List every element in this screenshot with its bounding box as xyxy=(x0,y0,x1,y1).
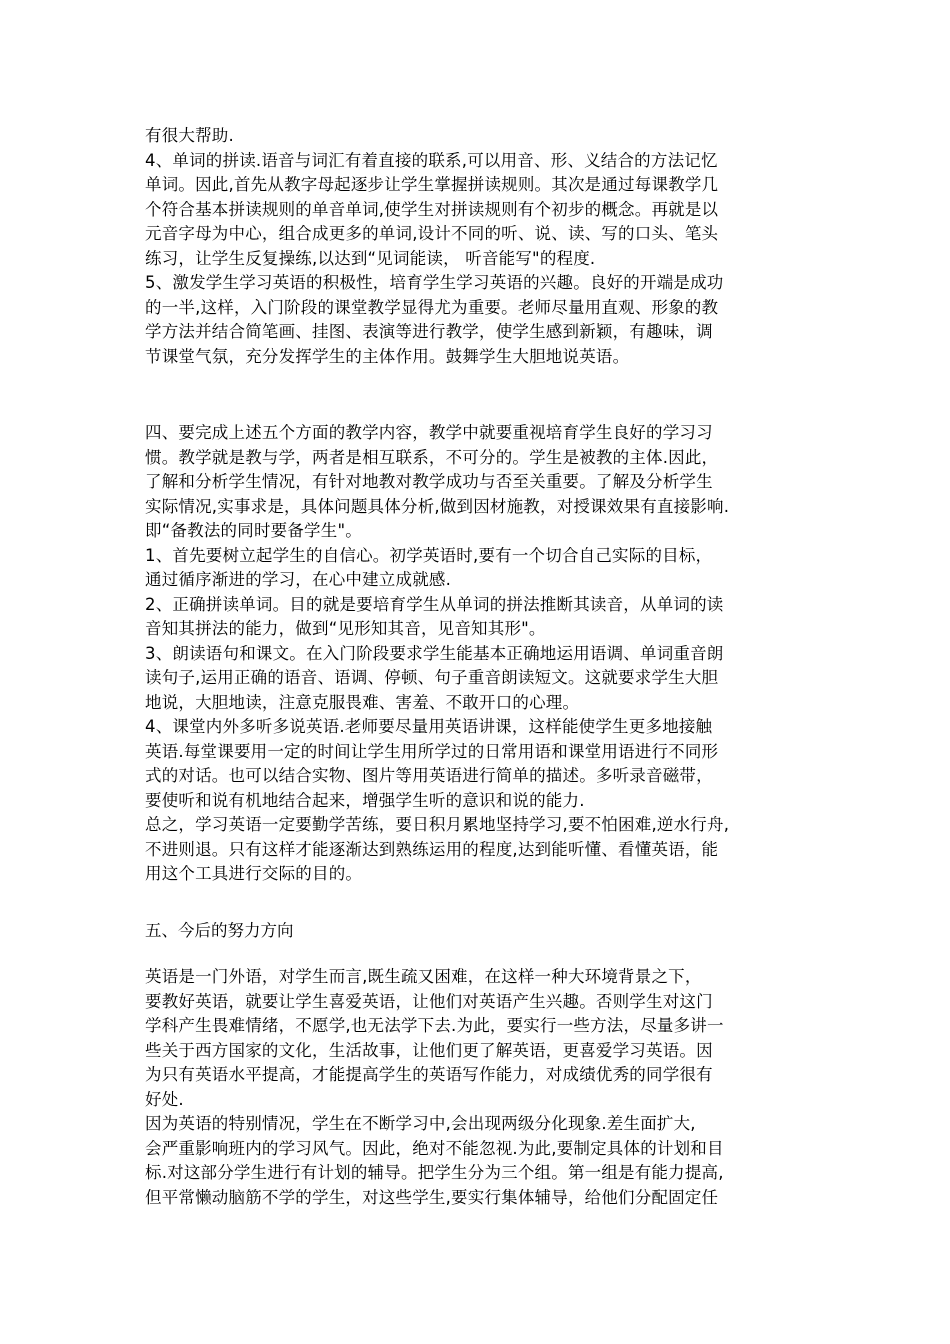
text-line: 四、要完成上述五个方面的教学内容，教学中就要重视培育学生良好的学习习 xyxy=(145,423,713,442)
text-line: 节课堂气氛，充分发挥学生的主体作用。鼓舞学生大胆地说英语。 xyxy=(145,346,630,366)
text-line: 学科产生畏难情绪，不愿学,也无法学下去.为此，要实行一些方法，尽量多讲一 xyxy=(145,1016,724,1035)
text-line: 有很大帮助. xyxy=(145,126,234,145)
text-line: 惯。教学就是教与学，两者是相互联系，不可分的。学生是被教的主体.因此， xyxy=(145,447,719,467)
text-line: 因为英语的特别情况，学生在不断学习中,会出现两级分化现象.差生面扩大, xyxy=(145,1114,696,1133)
section-five-body xyxy=(145,965,815,1210)
text-line: 练习，让学生反复操练,以达到“见词能读， 听音能写"的程度. xyxy=(145,248,596,268)
text-line: 英语.每堂课要用一定的时间让学生用所学过的日常用语和课堂用语进行不同形 xyxy=(145,741,719,761)
section-five-heading: 五、今后的努力方向 xyxy=(145,921,294,940)
text-line: 的一半,这样，入门阶段的课堂教学显得尤为重要。老师尽量用直观、形象的教 xyxy=(145,297,719,317)
text-line: 英语是一门外语，对学生而言,既生疏又困难，在这样一种大环境背景之下， xyxy=(145,967,702,986)
text-line: 4、单词的拼读.语音与词汇有着直接的联系,可以用音、形、义结合的方法记忆 xyxy=(145,150,718,170)
text-line: 用这个工具进行交际的目的。 xyxy=(145,864,363,883)
section-four xyxy=(145,421,815,887)
text-line: 要使听和说有机地结合起来，增强学生听的意识和说的能力. xyxy=(145,790,585,810)
text-line: 3、朗读语句和课文。在入门阶段要求学生能基本正确地运用语调、单词重音朗 xyxy=(145,643,724,663)
text-line: 2、正确拼读单词。目的就是要培育学生从单词的拼法推断其读音，从单词的读 xyxy=(145,594,724,614)
text-line: 不进则退。只有这样才能逐渐达到熟练运用的程度,达到能听懂、看懂英语，能 xyxy=(145,839,719,859)
text-line: 单词。因此,首先从教字母起逐步让学生掌握拼读规则。其次是通过每课教学几 xyxy=(145,175,719,194)
text-line: 为只有英语水平提高，才能提高学生的英语写作能力，对成绩优秀的同学很有 xyxy=(145,1065,713,1084)
text-line: 些关于西方国家的文化，生活故事，让他们更了解英语，更喜爱学习英语。因 xyxy=(145,1040,713,1060)
text-line: 式的对话。也可以结合实物、图片等用英语进行简单的描述。多听录音磁带， xyxy=(145,766,713,785)
text-line: 即“备教法的同时要备学生"。 xyxy=(145,521,362,540)
text-line: 标.对这部分学生进行有计划的辅导。把学生分为三个组。第一组是有能力提高, xyxy=(145,1163,724,1182)
text-line: 实际情况,实事求是，具体问题具体分析,做到因材施教，对授课效果有直接影响. xyxy=(145,496,730,516)
text-line: 通过循序渐进的学习，在心中建立成就感. xyxy=(145,570,452,589)
text-line: 了解和分析学生情况，有针对地教对教学成功与否至关重要。了解及分析学生 xyxy=(145,472,713,491)
text-line: 地说，大胆地读，注意克服畏难、害羞、不敢开口的心理。 xyxy=(145,692,580,712)
text-line: 5、激发学生学习英语的积极性，培育学生学习英语的兴趣。良好的开端是成功 xyxy=(145,273,724,292)
text-line: 要教好英语，就要让学生喜爱英语，让他们对英语产生兴趣。否则学生对这门 xyxy=(145,991,713,1011)
text-line: 音知其拼法的能力，做到“见形知其音，见音知其形"。 xyxy=(145,619,546,638)
text-line: 1、首先要树立起学生的自信心。初学英语时,要有一个切合自己实际的目标， xyxy=(145,545,713,565)
text-line: 元音字母为中心，组合成更多的单词,设计不同的听、说、读、写的口头、笔头 xyxy=(145,224,719,243)
text-line: 但平常懒动脑筋不学的学生，对这些学生,要实行集体辅导，给他们分配固定任 xyxy=(145,1187,719,1207)
text-line: 总之，学习英语一定要勤学苦练，要日积月累地坚持学习,要不怕困难,逆水行舟, xyxy=(145,815,730,834)
text-line: 好处. xyxy=(145,1089,184,1109)
text-line: 个符合基本拼读规则的单音单词,使学生对拼读规则有个初步的概念。再就是以 xyxy=(145,199,719,219)
text-line: 读句子,运用正确的语音、语调、停顿、句子重音朗读短文。这就要求学生大胆 xyxy=(145,668,719,687)
top-paragraphs xyxy=(145,124,815,369)
text-line: 会严重影响班内的学习风气。因此，绝对不能忽视.为此,要制定具体的计划和目 xyxy=(145,1138,724,1158)
text-line: 学方法并结合简笔画、挂图、表演等进行教学，使学生感到新颖，有趣味，调 xyxy=(145,322,713,341)
text-line: 4、课堂内外多听多说英语.老师要尽量用英语讲课，这样能使学生更多地接触 xyxy=(145,717,713,736)
